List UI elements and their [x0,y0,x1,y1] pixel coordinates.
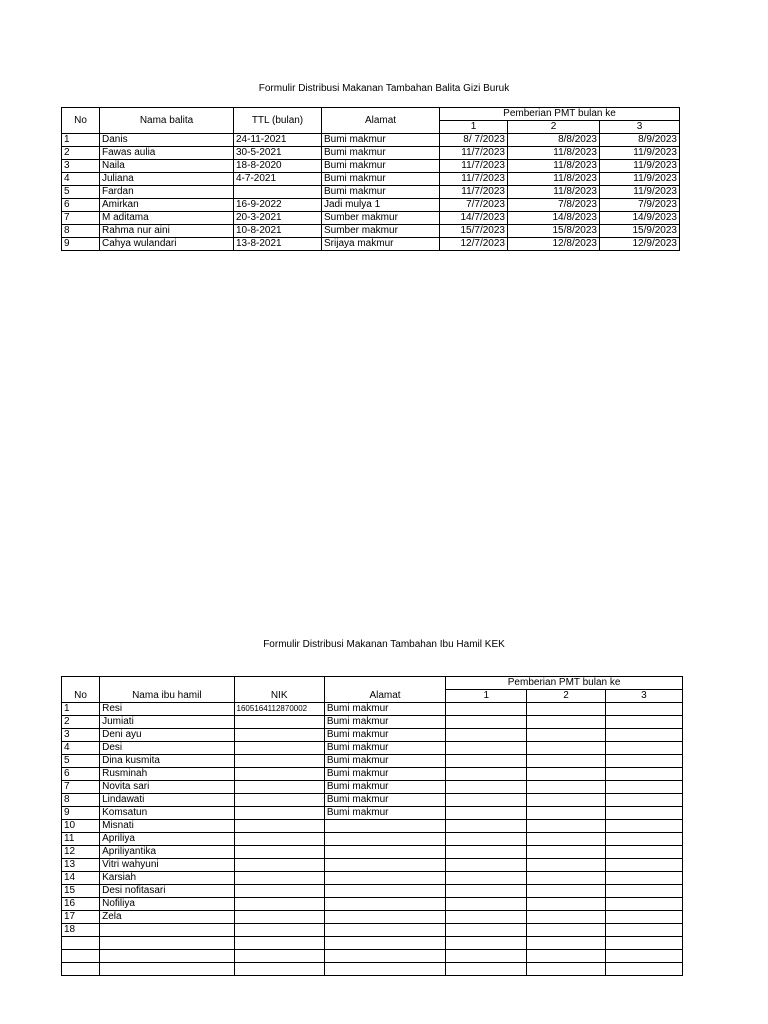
cell-month-2 [527,807,605,820]
cell-nama-balita: Fawas aulia [100,147,234,160]
cell-month-3 [605,833,682,846]
cell-alamat: Bumi makmur [322,147,440,160]
table-row [62,147,680,160]
cell-month-1 [446,729,527,742]
cell-nama-ibu-hamil: Nofiliya [100,898,234,911]
header-pemberian-pmt: Pemberian PMT bulan ke [446,677,683,690]
cell-nama-ibu-hamil: Vitri wahyuni [100,859,234,872]
cell-alamat: Bumi makmur [322,186,440,199]
cell-no: 9 [62,238,100,251]
table-row [62,199,680,212]
cell-month-1 [446,781,527,794]
cell-no: 17 [62,911,100,924]
cell-month-1: 8/ 7/2023 [440,134,508,147]
cell-month-2: 8/8/2023 [508,134,600,147]
cell-alamat: Bumi makmur [324,768,445,781]
cell-month-2 [527,872,605,885]
cell-month-2: 11/8/2023 [508,160,600,173]
cell-alamat [324,963,445,976]
cell-nama-ibu-hamil: Apriliya [100,833,234,846]
cell-no: 10 [62,820,100,833]
cell-no: 6 [62,199,100,212]
cell-month-1 [446,742,527,755]
cell-month-2: 15/8/2023 [508,225,600,238]
header-month-3: 3 [605,690,682,703]
cell-month-2 [527,911,605,924]
cell-month-2: 11/8/2023 [508,173,600,186]
cell-month-3: 14/9/2023 [600,212,680,225]
cell-no [62,937,100,950]
table-row [62,885,683,898]
cell-alamat [324,911,445,924]
header-month-2: 2 [508,121,600,134]
cell-month-1: 11/7/2023 [440,186,508,199]
cell-nama-ibu-hamil: Misnati [100,820,234,833]
cell-alamat: Sumber makmur [322,225,440,238]
cell-month-1 [446,846,527,859]
cell-month-1 [446,859,527,872]
balita-distribution-table [61,107,680,251]
cell-month-2 [527,781,605,794]
table-row [62,898,683,911]
cell-alamat: Bumi makmur [322,173,440,186]
cell-alamat [324,937,445,950]
cell-month-1: 12/7/2023 [440,238,508,251]
table-row [62,742,683,755]
cell-no: 3 [62,160,100,173]
cell-nama-ibu-hamil: Dina kusmita [100,755,234,768]
cell-nik [234,807,324,820]
cell-ttl: 18-8-2020 [234,160,322,173]
cell-nik [234,924,324,937]
cell-alamat [324,885,445,898]
cell-no [62,950,100,963]
cell-nama-ibu-hamil: Zela [100,911,234,924]
cell-month-2 [527,937,605,950]
header-alamat: Alamat [324,677,445,703]
table-row [62,186,680,199]
cell-no: 5 [62,755,100,768]
cell-ttl: 10-8-2021 [234,225,322,238]
header-month-1: 1 [446,690,527,703]
cell-no: 16 [62,898,100,911]
cell-no: 9 [62,807,100,820]
header-no: No [62,677,100,703]
cell-month-3 [605,859,682,872]
table-row [62,781,683,794]
cell-alamat: Bumi makmur [322,160,440,173]
cell-month-3 [605,885,682,898]
cell-nama-balita: Rahma nur aini [100,225,234,238]
cell-nama-balita: Cahya wulandari [100,238,234,251]
table-row [62,134,680,147]
cell-month-3 [605,924,682,937]
cell-month-2: 11/8/2023 [508,186,600,199]
cell-no: 13 [62,859,100,872]
cell-ttl [234,186,322,199]
header-nik: NIK [234,677,324,703]
table2-title: Formulir Distribusi Makanan Tambahan Ibu Hamil KEK [263,639,505,650]
cell-alamat [324,924,445,937]
cell-alamat: Jadi mulya 1 [322,199,440,212]
table-row [62,173,680,186]
cell-ttl: 30-5-2021 [234,147,322,160]
cell-month-3 [605,950,682,963]
cell-month-3: 12/9/2023 [600,238,680,251]
table-row [62,160,680,173]
cell-nik [234,937,324,950]
cell-no [62,963,100,976]
cell-alamat [324,820,445,833]
table-row [62,807,683,820]
cell-month-2 [527,859,605,872]
cell-ttl: 16-9-2022 [234,199,322,212]
cell-no: 11 [62,833,100,846]
cell-month-1: 11/7/2023 [440,173,508,186]
cell-month-3 [605,781,682,794]
cell-nama-ibu-hamil: Resi [100,703,234,716]
cell-no: 8 [62,225,100,238]
cell-nama-ibu-hamil: Desi nofitasari [100,885,234,898]
table-row [62,820,683,833]
table-row [62,225,680,238]
cell-alamat: Bumi makmur [322,134,440,147]
cell-month-1 [446,755,527,768]
cell-month-1 [446,924,527,937]
table-row [62,833,683,846]
cell-month-3: 15/9/2023 [600,225,680,238]
cell-month-3: 11/9/2023 [600,147,680,160]
cell-month-3: 7/9/2023 [600,199,680,212]
cell-nama-balita: M aditama [100,212,234,225]
cell-month-3 [605,898,682,911]
cell-month-1: 15/7/2023 [440,225,508,238]
cell-no: 8 [62,794,100,807]
cell-nama-ibu-hamil: Deni ayu [100,729,234,742]
header-no: No [62,108,100,134]
cell-month-2: 11/8/2023 [508,147,600,160]
cell-nama-ibu-hamil: Novita sari [100,781,234,794]
table-row [62,729,683,742]
cell-month-3 [605,742,682,755]
cell-alamat [324,833,445,846]
header-month-1: 1 [440,121,508,134]
cell-nik [234,768,324,781]
cell-month-1: 11/7/2023 [440,160,508,173]
cell-month-3: 8/9/2023 [600,134,680,147]
cell-month-2 [527,716,605,729]
cell-month-1 [446,950,527,963]
cell-month-1: 11/7/2023 [440,147,508,160]
table-row [62,212,680,225]
cell-alamat: Bumi makmur [324,781,445,794]
cell-month-3 [605,716,682,729]
cell-alamat [324,859,445,872]
header-alamat: Alamat [322,108,440,134]
cell-month-1 [446,833,527,846]
cell-nama-ibu-hamil: Komsatun [100,807,234,820]
cell-month-2 [527,820,605,833]
cell-month-1 [446,716,527,729]
cell-month-3: 11/9/2023 [600,186,680,199]
cell-nama-ibu-hamil [100,937,234,950]
cell-nama-ibu-hamil: Desi [100,742,234,755]
table-row [62,872,683,885]
cell-month-3 [605,963,682,976]
cell-alamat: Sumber makmur [322,212,440,225]
cell-month-1 [446,911,527,924]
cell-no: 3 [62,729,100,742]
cell-month-3 [605,729,682,742]
cell-no: 1 [62,134,100,147]
cell-nama-ibu-hamil: Jumiati [100,716,234,729]
cell-month-3: 11/9/2023 [600,160,680,173]
cell-no: 1 [62,703,100,716]
cell-ttl: 13-8-2021 [234,238,322,251]
cell-month-2 [527,742,605,755]
table-row [62,950,683,963]
cell-no: 18 [62,924,100,937]
cell-nik [234,859,324,872]
cell-month-2 [527,950,605,963]
cell-nama-ibu-hamil [100,950,234,963]
cell-alamat [324,898,445,911]
cell-nama-ibu-hamil: Lindawati [100,794,234,807]
cell-month-2 [527,794,605,807]
cell-no: 2 [62,716,100,729]
cell-month-2 [527,963,605,976]
table-row [62,768,683,781]
cell-ttl: 20-3-2021 [234,212,322,225]
cell-month-2 [527,755,605,768]
cell-month-2 [527,924,605,937]
cell-nama-ibu-hamil: Karsiah [100,872,234,885]
cell-month-3 [605,768,682,781]
header-nama-ibu-hamil: Nama ibu hamil [100,677,234,703]
cell-alamat: Bumi makmur [324,729,445,742]
cell-no: 6 [62,768,100,781]
table-row [62,716,683,729]
cell-nik [234,950,324,963]
cell-alamat [324,950,445,963]
cell-month-1 [446,872,527,885]
cell-nik [234,963,324,976]
cell-no: 12 [62,846,100,859]
header-month-3: 3 [600,121,680,134]
table-row [62,859,683,872]
cell-month-2: 14/8/2023 [508,212,600,225]
cell-nik [234,794,324,807]
cell-month-2 [527,846,605,859]
cell-month-3 [605,794,682,807]
cell-nama-balita: Amirkan [100,199,234,212]
cell-month-2 [527,885,605,898]
table-row [62,755,683,768]
cell-month-1 [446,885,527,898]
table-row [62,794,683,807]
header-pemberian-pmt: Pemberian PMT bulan ke [440,108,680,121]
cell-month-3 [605,820,682,833]
cell-nik [234,742,324,755]
cell-nama-ibu-hamil [100,924,234,937]
cell-nama-ibu-hamil: Rusminah [100,768,234,781]
table-row [62,963,683,976]
cell-month-3 [605,846,682,859]
ibu-hamil-distribution-table [61,676,683,976]
cell-month-2 [527,833,605,846]
cell-alamat: Bumi makmur [324,716,445,729]
cell-month-1 [446,703,527,716]
table-row [62,703,683,716]
cell-alamat: Bumi makmur [324,794,445,807]
cell-month-2 [527,768,605,781]
cell-nama-ibu-hamil [100,963,234,976]
cell-month-1 [446,898,527,911]
cell-month-3 [605,807,682,820]
cell-alamat: Bumi makmur [324,807,445,820]
cell-month-1 [446,807,527,820]
table-row [62,846,683,859]
cell-month-1: 7/7/2023 [440,199,508,212]
header-ttl: TTL (bulan) [234,108,322,134]
cell-nik [234,885,324,898]
cell-month-2 [527,729,605,742]
cell-nik [234,755,324,768]
cell-month-3 [605,872,682,885]
cell-month-1 [446,794,527,807]
cell-nama-balita: Naila [100,160,234,173]
cell-nik [234,846,324,859]
cell-month-3 [605,911,682,924]
cell-nik [234,820,324,833]
cell-nik [234,872,324,885]
cell-alamat: Bumi makmur [324,755,445,768]
cell-nik [234,781,324,794]
cell-month-1: 14/7/2023 [440,212,508,225]
cell-month-3 [605,937,682,950]
cell-nik [234,833,324,846]
table1-title: Formulir Distribusi Makanan Tambahan Balita Gizi Buruk [258,83,510,94]
cell-no: 14 [62,872,100,885]
table-row [62,937,683,950]
cell-month-1 [446,820,527,833]
cell-ttl: 24-11-2021 [234,134,322,147]
cell-month-1 [446,768,527,781]
cell-no: 4 [62,173,100,186]
cell-nik [234,729,324,742]
header-nama-balita: Nama balita [100,108,234,134]
cell-ttl: 4-7-2021 [234,173,322,186]
cell-alamat [324,872,445,885]
cell-nik [234,911,324,924]
cell-month-2 [527,898,605,911]
cell-month-2: 7/8/2023 [508,199,600,212]
cell-nama-ibu-hamil: Apriliyantika [100,846,234,859]
cell-month-3 [605,703,682,716]
cell-no: 2 [62,147,100,160]
cell-month-3: 11/9/2023 [600,173,680,186]
cell-nama-balita: Fardan [100,186,234,199]
cell-month-1 [446,963,527,976]
cell-month-2: 12/8/2023 [508,238,600,251]
cell-nik: 1605164112870002 [234,703,324,716]
cell-no: 7 [62,781,100,794]
cell-no: 4 [62,742,100,755]
table-row [62,924,683,937]
cell-alamat: Bumi makmur [324,703,445,716]
cell-nik [234,716,324,729]
cell-nik [234,898,324,911]
cell-nama-balita: Juliana [100,173,234,186]
cell-alamat: Bumi makmur [324,742,445,755]
cell-no: 5 [62,186,100,199]
cell-month-1 [446,937,527,950]
cell-alamat [324,846,445,859]
cell-alamat: Srijaya makmur [322,238,440,251]
table-row [62,911,683,924]
cell-no: 15 [62,885,100,898]
header-month-2: 2 [527,690,605,703]
table-row [62,238,680,251]
cell-month-2 [527,703,605,716]
cell-month-3 [605,755,682,768]
cell-no: 7 [62,212,100,225]
cell-nama-balita: Danis [100,134,234,147]
